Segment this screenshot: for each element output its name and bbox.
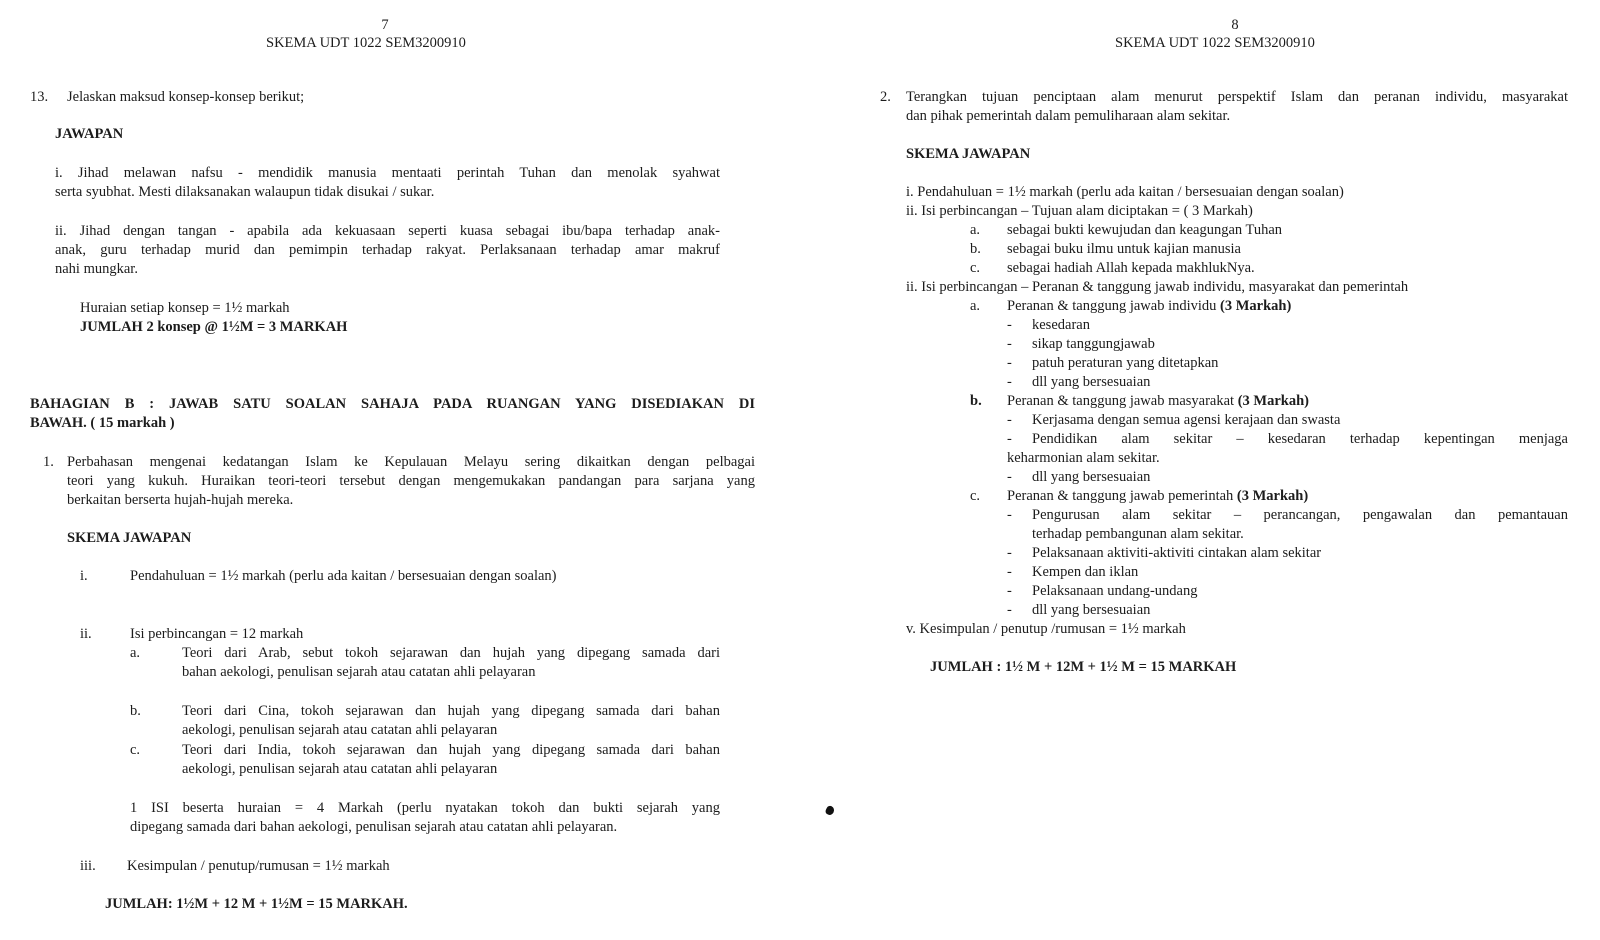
answer-line: ii. Jihad dengan tangan - apabila ada kekuasaan seperti kuasa sebagai ibu/bapa terhadap anak- [55, 223, 720, 239]
item-text: Kesimpulan / penutup/rumusan = 1½ markah [127, 858, 390, 874]
subitem-text: sebagai buku ilmu untuk kajian manusia [1007, 241, 1241, 257]
subitem-letter: a. [130, 645, 141, 661]
question-text: Jelaskan maksud konsep-konsep berikut; [67, 89, 305, 105]
bullet-text: Pelaksanaan undang-undang [1032, 583, 1198, 599]
question-number: 2. [880, 89, 891, 105]
bullet-text: Kempen dan iklan [1032, 564, 1139, 580]
subitem-marks: (3 Markah) [1237, 393, 1310, 409]
marking-note: 1 ISI beserta huraian = 4 Markah (perlu nyatakan tokoh dan bukti sejarah yang [130, 800, 720, 816]
bullet-dash: - [1007, 374, 1012, 390]
bullet-dash: - [1007, 336, 1012, 352]
subitem-title [1007, 297, 1291, 316]
bullet-text: patuh peraturan yang ditetapkan [1032, 355, 1219, 371]
subitem-marks: (3 Markah) [1236, 488, 1309, 504]
bullet-text: Pelaksanaan aktiviti-aktiviti cintakan alam sekitar [1032, 545, 1322, 561]
item-text: i. Pendahuluan = 1½ markah (perlu ada kaitan / bersesuaian dengan soalan) [906, 184, 1344, 200]
marking-note: dipegang samada dari bahan aekologi, penulisan sejarah atau catatan ahli pelayaran. [130, 819, 618, 835]
bullet-dash: - [1007, 583, 1012, 599]
subitem-title-text: Peranan & tanggung jawab masyarakat [1007, 393, 1235, 409]
answer-line: i. Jihad melawan nafsu - mendidik manusia mentaati perintah Tuhan dan menolak syahwat [55, 165, 720, 181]
answer-line: nahi mungkar. [55, 261, 138, 277]
answer-line: anak, guru terhadap murid dan pemimpin terhadap rakyat. Perlaksanaan terhadap amar makruf [55, 242, 720, 258]
subitem-letter: b. [970, 241, 981, 257]
item-text: v. Kesimpulan / penutup /rumusan = 1½ markah [906, 621, 1186, 637]
section-heading: BAHAGIAN B : JAWAB SATU SOALAN SAHAJA PADA RUANGAN YANG DISEDIAKAN DI [30, 396, 755, 412]
subitem-letter: a. [970, 298, 981, 314]
item-number: i. [80, 568, 88, 584]
subitem-text: Teori dari Cina, tokoh sejarawan dan hujah yang dipegang samada dari bahan [182, 703, 720, 719]
subitem-text: sebagai bukti kewujudan dan keagungan Tuhan [1007, 222, 1283, 238]
bullet-dash: - [1007, 564, 1012, 580]
subitem-text: Teori dari Arab, sebut tokoh sejarawan dan hujah yang dipegang samada dari [182, 645, 720, 661]
bullet-text: dll yang bersesuaian [1032, 374, 1151, 390]
subitem-letter: c. [970, 260, 981, 276]
item-number: ii. [80, 626, 92, 642]
bullet-dash: - [1007, 507, 1012, 523]
bullet-text: Kerjasama dengan semua agensi kerajaan dan swasta [1032, 412, 1341, 428]
subitem-text: Teori dari India, tokoh sejarawan dan hujah yang dipegang samada dari bahan [182, 742, 720, 758]
total-marks: JUMLAH : 1½ M + 12M + 1½ M = 15 MARKAH [930, 659, 1237, 675]
item-text: Isi perbincangan = 12 markah [130, 626, 304, 642]
question-text: Perbahasan mengenai kedatangan Islam ke Kepulauan Melayu sering dikaitkan dengan pelbagai [67, 454, 755, 470]
marking-note: Huraian setiap konsep = 1½ markah [80, 300, 290, 316]
bullet-text: keharmonian alam sekitar. [1007, 450, 1160, 466]
question-text: Terangkan tujuan penciptaan alam menurut perspektif Islam dan peranan individu, masyarakat [906, 89, 1568, 105]
bullet-text: Pengurusan alam sekitar – perancangan, pengawalan dan pemantauan [1032, 507, 1568, 523]
item-text: ii. Isi perbincangan – Tujuan alam diciptakan = ( 3 Markah) [906, 203, 1253, 219]
bullet-dash: - [1007, 431, 1012, 447]
section-heading: BAWAH. ( 15 markah ) [30, 415, 175, 431]
bullet-text: dll yang bersesuaian [1032, 469, 1151, 485]
bullet-text: kesedaran [1032, 317, 1090, 333]
page-header: SKEMA UDT 1022 SEM3200910 [266, 35, 466, 51]
subitem-letter: b. [970, 393, 982, 409]
subitem-text: aekologi, penulisan sejarah atau catatan ahli pelayaran [182, 761, 498, 777]
subitem-letter: c. [970, 488, 981, 504]
skema-title: SKEMA JAWAPAN [906, 146, 1031, 162]
bullet-dash: - [1007, 545, 1012, 561]
bullet-text: Pendidikan alam sekitar – kesedaran terhadap kepentingan menjaga [1032, 431, 1568, 447]
subitem-marks: (3 Markah) [1220, 298, 1292, 314]
question-number: 13. [30, 89, 49, 105]
bullet-text: dll yang bersesuaian [1032, 602, 1151, 618]
bullet-dash: - [1007, 355, 1012, 371]
total-marks: JUMLAH 2 konsep @ 1½M = 3 MARKAH [80, 319, 348, 335]
bullet-dash: - [1007, 469, 1012, 485]
subitem-title [1007, 487, 1308, 506]
skema-title: SKEMA JAWAPAN [67, 530, 192, 546]
subitem-letter: b. [130, 703, 141, 719]
subitem-text: bahan aekologi, penulisan sejarah atau catatan ahli pelayaran [182, 664, 536, 680]
question-number: 1. [43, 454, 54, 470]
item-number: iii. [80, 858, 96, 874]
page-number: 8 [1231, 17, 1239, 33]
subitem-text: sebagai hadiah Allah kepada makhlukNya. [1007, 260, 1255, 276]
bullet-dash: - [1007, 317, 1012, 333]
subitem-title-text: Peranan & tanggung jawab pemerintah [1007, 488, 1234, 504]
subitem-title-text: Peranan & tanggung jawab individu [1007, 298, 1217, 314]
question-text: teori yang kukuh. Huraikan teori-teori tersebut dengan mengemukakan pandangan para sarjana yang [67, 473, 755, 489]
bullet-dash: - [1007, 412, 1012, 428]
answer-line: serta syubhat. Mesti dilaksanakan walaupun tidak disukai / sukar. [55, 184, 435, 200]
total-marks: JUMLAH: 1½M + 12 M + 1½M = 15 MARKAH. [105, 896, 408, 912]
question-text: dan pihak pemerintah dalam pemuliharaan alam sekitar. [906, 108, 1231, 124]
subitem-title [1007, 392, 1309, 411]
page-header: SKEMA UDT 1022 SEM3200910 [1115, 35, 1315, 51]
bullet-dash: - [1007, 602, 1012, 618]
jawapan-title: JAWAPAN [55, 126, 124, 142]
subitem-letter: c. [130, 742, 141, 758]
item-text: Pendahuluan = 1½ markah (perlu ada kaitan / bersesuaian dengan soalan) [130, 568, 557, 584]
item-text: ii. Isi perbincangan – Peranan & tanggung jawab individu, masyarakat dan pemerintah [906, 279, 1409, 295]
question-text: berkaitan berserta hujah-hujah mereka. [67, 492, 294, 508]
bullet-text: sikap tanggungjawab [1032, 336, 1155, 352]
bullet-text: terhadap pembangunan alam sekitar. [1032, 526, 1244, 542]
subitem-letter: a. [970, 222, 981, 238]
page-number: 7 [381, 17, 389, 33]
ink-blot [824, 805, 835, 817]
subitem-text: aekologi, penulisan sejarah atau catatan ahli pelayaran [182, 722, 498, 738]
